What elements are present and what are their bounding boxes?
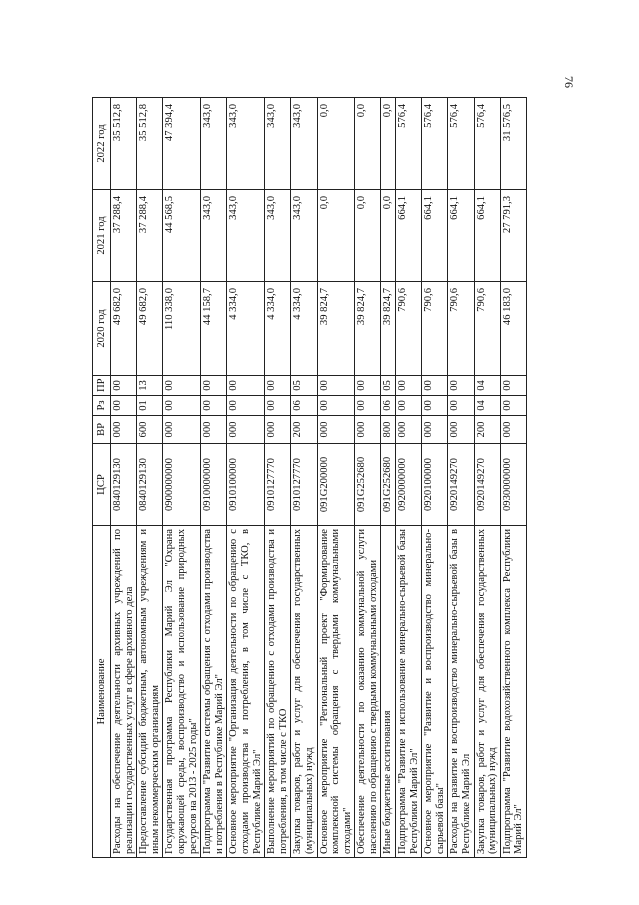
cell-csr: 091G200000 — [317, 444, 355, 526]
cell-rz: 00 — [500, 396, 526, 416]
header-vr: ВР — [93, 416, 111, 444]
cell-rz: 00 — [448, 396, 474, 416]
cell-pr: 00 — [317, 376, 355, 396]
cell-y2022: 576,4 — [448, 98, 474, 190]
table-row — [448, 98, 474, 858]
cell-rz: 04 — [474, 396, 500, 416]
cell-y2020: 790,6 — [448, 282, 474, 376]
cell-vr: 200 — [474, 416, 500, 444]
table-row — [227, 98, 265, 858]
cell-vr: 800 — [381, 416, 396, 444]
cell-rz: 00 — [201, 396, 227, 416]
cell-y2021: 44 568,5 — [163, 190, 201, 282]
cell-vr: 000 — [227, 416, 265, 444]
budget-table — [92, 97, 527, 858]
cell-y2020: 46 183,0 — [500, 282, 526, 376]
table-row — [381, 98, 396, 858]
table-row — [396, 98, 422, 858]
cell-pr: 00 — [355, 376, 381, 396]
cell-y2022: 343,0 — [201, 98, 227, 190]
cell-name: Расходы на развитие и воспроизводство минерально-сырьевой базы в Республике Марий Эл — [448, 526, 474, 858]
cell-vr: 000 — [317, 416, 355, 444]
cell-vr: 000 — [355, 416, 381, 444]
cell-y2022: 576,4 — [396, 98, 422, 190]
table-row — [422, 98, 448, 858]
cell-rz: 00 — [422, 396, 448, 416]
cell-csr: 0840129130 — [111, 444, 137, 526]
cell-y2020: 39 824,7 — [381, 282, 396, 376]
cell-y2021: 664,1 — [448, 190, 474, 282]
cell-vr: 000 — [201, 416, 227, 444]
table-row — [474, 98, 500, 858]
cell-vr: 000 — [396, 416, 422, 444]
cell-pr: 05 — [291, 376, 317, 396]
cell-vr: 000 — [448, 416, 474, 444]
cell-y2020: 790,6 — [396, 282, 422, 376]
cell-y2020: 44 158,7 — [201, 282, 227, 376]
cell-csr: 0910127770 — [291, 444, 317, 526]
cell-y2021: 0,0 — [381, 190, 396, 282]
cell-pr: 00 — [422, 376, 448, 396]
cell-name: Основное мероприятие "Региональный проект "Формирование комплексной системы обращения с твердыми коммунальными отходами" — [317, 526, 355, 858]
cell-y2021: 0,0 — [317, 190, 355, 282]
table-header-row — [93, 98, 111, 858]
cell-pr: 04 — [474, 376, 500, 396]
cell-name: Выполнение мероприятий по обращению с отходами производства и потребления, в том числе с ТКО — [265, 526, 291, 858]
header-rz: Рз — [93, 396, 111, 416]
cell-vr: 000 — [265, 416, 291, 444]
cell-y2020: 110 338,0 — [163, 282, 201, 376]
table-row — [355, 98, 381, 858]
cell-name: Предоставление субсидий бюджетным, автономным учреждениям и иным некоммерческим организациям — [137, 526, 163, 858]
cell-rz: 01 — [137, 396, 163, 416]
cell-csr: 0920100000 — [422, 444, 448, 526]
cell-y2020: 39 824,7 — [317, 282, 355, 376]
cell-rz: 00 — [396, 396, 422, 416]
cell-y2022: 47 394,4 — [163, 98, 201, 190]
cell-pr: 00 — [500, 376, 526, 396]
cell-y2021: 343,0 — [201, 190, 227, 282]
cell-csr: 0930000000 — [500, 444, 526, 526]
cell-csr: 0910000000 — [201, 444, 227, 526]
cell-y2020: 49 682,0 — [111, 282, 137, 376]
cell-pr: 00 — [396, 376, 422, 396]
cell-name: Подпрограмма "Развитие системы обращения с отходами производства и потребления в Республике Марий Эл" — [201, 526, 227, 858]
cell-rz: 06 — [291, 396, 317, 416]
cell-vr: 000 — [500, 416, 526, 444]
cell-y2021: 37 288,4 — [111, 190, 137, 282]
cell-name: Подпрограмма "Развитие и использование минерально-сырьевой базы Республики Марий Эл" — [396, 526, 422, 858]
cell-rz: 00 — [163, 396, 201, 416]
cell-name: Государственная программа Республики Марий Эл "Охрана окружающей среды, воспроизводство и использование природных ресурсов на 2013 - 2025 годы" — [163, 526, 201, 858]
cell-rz: 06 — [381, 396, 396, 416]
header-2022: 2022 год — [93, 98, 111, 190]
cell-pr: 05 — [381, 376, 396, 396]
cell-csr: 091G252680 — [381, 444, 396, 526]
cell-y2020: 4 334,0 — [265, 282, 291, 376]
cell-y2021: 37 288,4 — [137, 190, 163, 282]
table-row — [500, 98, 526, 858]
cell-y2021: 343,0 — [291, 190, 317, 282]
cell-csr: 0920149270 — [448, 444, 474, 526]
cell-y2020: 4 334,0 — [291, 282, 317, 376]
cell-vr: 200 — [291, 416, 317, 444]
table-row — [111, 98, 137, 858]
cell-y2022: 0,0 — [317, 98, 355, 190]
cell-y2022: 0,0 — [381, 98, 396, 190]
cell-csr: 091G252680 — [355, 444, 381, 526]
cell-name: Подпрограмма "Развитие водохозяйственного комплекса Республики Марий Эл" — [500, 526, 526, 858]
cell-y2021: 343,0 — [227, 190, 265, 282]
page-number: 76 — [562, 76, 576, 88]
cell-csr: 0840129130 — [137, 444, 163, 526]
cell-pr: 13 — [137, 376, 163, 396]
cell-csr: 0910127770 — [265, 444, 291, 526]
cell-y2022: 31 576,5 — [500, 98, 526, 190]
cell-y2020: 790,6 — [422, 282, 448, 376]
cell-csr: 0910100000 — [227, 444, 265, 526]
cell-y2020: 39 824,7 — [355, 282, 381, 376]
cell-y2022: 343,0 — [291, 98, 317, 190]
rotated-table-container — [92, 98, 636, 858]
cell-y2022: 576,4 — [422, 98, 448, 190]
cell-y2020: 49 682,0 — [137, 282, 163, 376]
cell-pr: 00 — [448, 376, 474, 396]
cell-rz: 00 — [111, 396, 137, 416]
cell-pr: 00 — [163, 376, 201, 396]
table-row — [317, 98, 355, 858]
cell-y2021: 664,1 — [422, 190, 448, 282]
table-row — [137, 98, 163, 858]
cell-y2022: 35 512,8 — [137, 98, 163, 190]
cell-pr: 00 — [111, 376, 137, 396]
cell-y2021: 664,1 — [474, 190, 500, 282]
cell-name: Закупка товаров, работ и услуг для обеспечения государственных (муниципальных) нужд — [474, 526, 500, 858]
header-csr: ЦСР — [93, 444, 111, 526]
header-2021: 2021 год — [93, 190, 111, 282]
table-row — [265, 98, 291, 858]
cell-name: Основное мероприятие "Организация деятельности по обращению с отходами производства и потребления, в том числе с ТКО, в Республике Марий Эл" — [227, 526, 265, 858]
cell-y2021: 0,0 — [355, 190, 381, 282]
cell-y2022: 343,0 — [227, 98, 265, 190]
cell-name: Основное мероприятие "Развитие и воспроизводство минерально-сырьевой базы" — [422, 526, 448, 858]
cell-rz: 00 — [227, 396, 265, 416]
cell-csr: 0920000000 — [396, 444, 422, 526]
cell-y2022: 343,0 — [265, 98, 291, 190]
table-row — [201, 98, 227, 858]
cell-name: Закупка товаров, работ и услуг для обеспечения государственных (муниципальных) нужд — [291, 526, 317, 858]
cell-vr: 000 — [111, 416, 137, 444]
cell-vr: 000 — [422, 416, 448, 444]
cell-y2022: 576,4 — [474, 98, 500, 190]
header-name: Наименование — [93, 526, 111, 858]
cell-rz: 00 — [265, 396, 291, 416]
cell-rz: 00 — [317, 396, 355, 416]
header-pr: ПР — [93, 376, 111, 396]
cell-name: Иные бюджетные ассигнования — [381, 526, 396, 858]
cell-name: Расходы на обеспечение деятельности архивных учреждений по реализации государственных услуг в сфере архивного дела — [111, 526, 137, 858]
cell-y2022: 35 512,8 — [111, 98, 137, 190]
cell-y2021: 343,0 — [265, 190, 291, 282]
cell-rz: 00 — [355, 396, 381, 416]
table-row — [291, 98, 317, 858]
cell-vr: 600 — [137, 416, 163, 444]
cell-csr: 0920149270 — [474, 444, 500, 526]
cell-y2020: 4 334,0 — [227, 282, 265, 376]
cell-pr: 00 — [265, 376, 291, 396]
cell-vr: 000 — [163, 416, 201, 444]
cell-y2021: 664,1 — [396, 190, 422, 282]
table-body — [111, 98, 527, 858]
cell-pr: 00 — [227, 376, 265, 396]
cell-y2022: 0,0 — [355, 98, 381, 190]
cell-csr: 0900000000 — [163, 444, 201, 526]
table-row — [163, 98, 201, 858]
cell-name: Обеспечение деятельности по оказанию коммунальной услуги населению по обращению с твердыми коммунальными отходами — [355, 526, 381, 858]
header-2020: 2020 год — [93, 282, 111, 376]
cell-y2021: 27 791,3 — [500, 190, 526, 282]
cell-y2020: 790,6 — [474, 282, 500, 376]
cell-pr: 00 — [201, 376, 227, 396]
